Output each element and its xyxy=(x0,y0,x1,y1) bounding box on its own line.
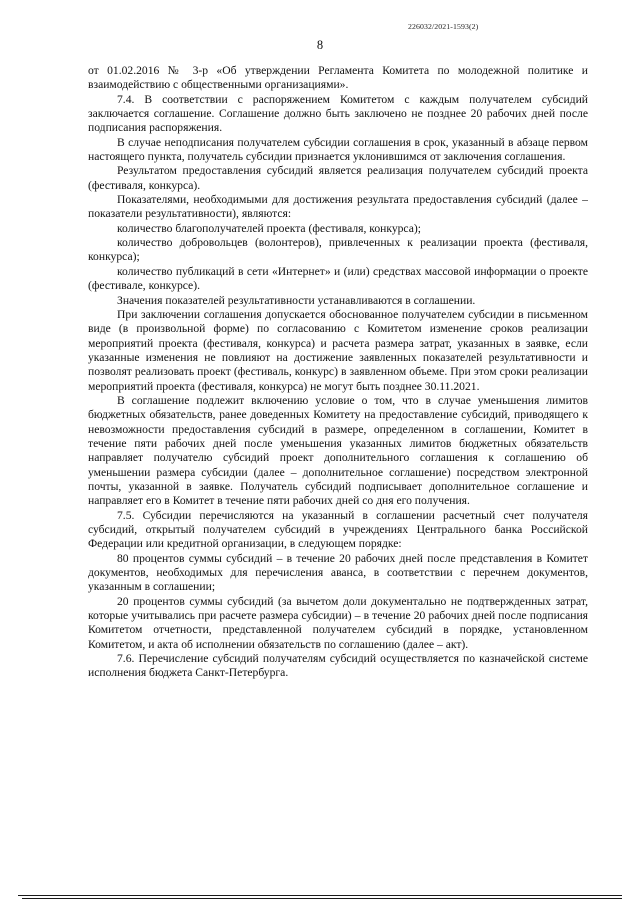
paragraph-evasion: В случае неподписания получателем субсидии соглашения в срок, указанный в абзаце первом настоящего пункта, получатель субсидии признается уклонившимся от заключения соглашения. xyxy=(88,135,588,164)
paragraph-7-4: 7.4. В соответствии с распоряжением Комитетом с каждым получателем субсидий заключается соглашение. Соглашение должно быть заключено не позднее 20 рабочих дней после подписания распоряжения. xyxy=(88,92,588,135)
paragraph-limits: В соглашение подлежит включению условие о том, что в случае уменьшения лимитов бюджетных обязательств, ранее доведенных Комитету на предоставление субсидий, приводящего к невозможности предоставления субсидий в размере, определенном в соглашении, Комитет в течение пяти рабочих дней после уменьшения указанных лимитов бюджетных обязательств направляет получателю субсидий проект дополнительного соглашения к соглашению об уменьшении размера субсидии (далее – дополнительное соглашение) посредством электронной почты, указанной в заявке. Получатель субсидий подписывает дополнительное соглашение и направляет его в Комитет в течение пяти рабочих дней со дня его получения. xyxy=(88,393,588,508)
paragraph-changes: При заключении соглашения допускается обоснованное получателем субсидии в письменном виде (в произвольной форме) по согласованию с Комитетом изменение сроков реализации мероприятий проекта (фестиваля, конкурса) и расчета размера затрат, указанных в заявке, если указанные изменения не повлияют на достижение заявленных показателей результативности и позволят реализовать проект (фестиваль, конкурс) в заявленном объеме. При этом сроки реализации мероприятий проекта (фестиваля, конкурса) не могут быть позднее 30.11.2021. xyxy=(88,307,588,393)
document-body xyxy=(88,64,588,681)
paragraph-result: Результатом предоставления субсидий является реализация получателем субсидий проекта (фестиваля, конкурса). xyxy=(88,164,588,192)
document-id: 226032/2021-1593(2) xyxy=(408,22,479,31)
indicator-beneficiaries: количество благополучателей проекта (фестиваля, конкурса); xyxy=(117,221,421,235)
paragraph-advance-80: 80 процентов суммы субсидий – в течение 20 рабочих дней после представления в Комитет документов, необходимых для перечисления аванса, в соответствии с перечнем документов, указанным в соглашении; xyxy=(88,551,588,594)
paragraph-7-5: 7.5. Субсидии перечисляются на указанный в соглашении расчетный счет получателя субсидий, открытый получателем субсидий в учреждениях Центрального банка Российской Федерации или кредитной организации, в следующем порядке: xyxy=(88,508,588,551)
bottom-scan-line xyxy=(18,895,622,896)
bottom-scan-line-secondary xyxy=(22,898,622,899)
paragraph-continuation: от 01.02.2016 № 3-р «Об утверждении Регламента Комитета по молодежной политике и взаимодействию с общественными организациями». xyxy=(88,64,588,92)
paragraph-indicator-values: Значения показателей результативности устанавливаются в соглашении. xyxy=(117,293,476,307)
paragraph-7-6: 7.6. Перечисление субсидий получателям субсидий осуществляется по казначейской системе исполнения бюджета Санкт-Петербурга. xyxy=(88,652,588,680)
indicator-publications: количество публикаций в сети «Интернет» и (или) средствах массовой информации о проекте (фестивале, конкурсе). xyxy=(88,264,588,293)
page-number: 8 xyxy=(316,38,324,52)
indicator-volunteers: количество добровольцев (волонтеров), привлеченных к реализации проекта (фестиваля, конкурса); xyxy=(88,236,588,264)
paragraph-final-20: 20 процентов суммы субсидий (за вычетом доли документально не подтвержденных затрат, которые учитывались при расчете размера субсидии) – в течение 20 рабочих дней после подписания Комитетом отчетности, представленной получателем субсидий в порядке, установленном Комитетом, и акта об исполнении обязательств по соглашению (далее – акт). xyxy=(88,594,588,651)
paragraph-indicators: Показателями, необходимыми для достижения результата предоставления субсидий (далее – показатели результативности), являются: xyxy=(88,193,588,221)
